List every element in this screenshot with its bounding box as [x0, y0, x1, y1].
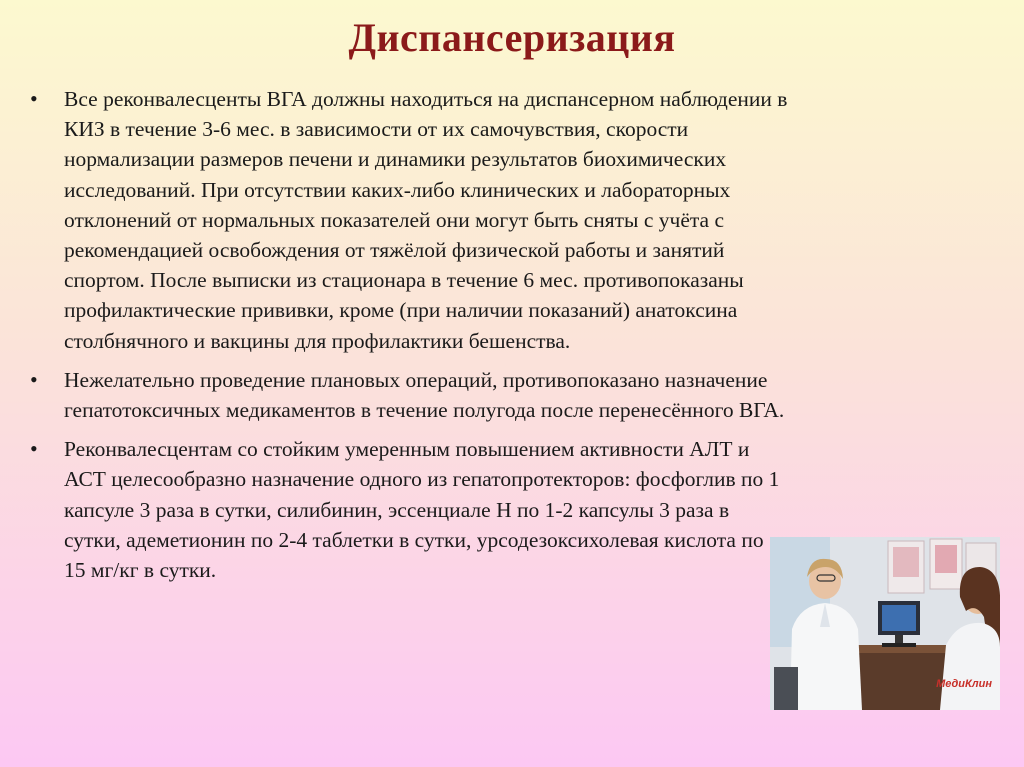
bullet-item: [30, 434, 790, 585]
bullet-item: [30, 84, 790, 356]
bullet-marker: •: [30, 86, 38, 111]
bullet-text: Нежелательно проведение плановых операций, противопоказано назначение гепатотоксичных медикаментов в течение полугода после перенесённого ВГА.: [64, 367, 785, 423]
bullet-text: Реконвалесцентам со стойким умеренным повышением активности АЛТ и АСТ целесообразно назначение одного из гепатопротекторов: фосфоглив по 1 капсуле 3 раза в сутки, силибинин, эссенциале Н по 1-2 капсулы 3 раза в сутки, адеметионин по 2-4 таблетки в сутки, урсодезоксихолевая кислота по 15 мг/кг в сутки.: [64, 437, 780, 583]
bullet-item: [30, 365, 790, 425]
doctor-patient-photo: [770, 537, 1000, 710]
photo-watermark: МедиКлин: [936, 678, 992, 690]
bullet-text: Все реконвалесценты ВГА должны находиться на диспансерном наблюдении в КИЗ в течение 3-6 мес. в зависимости от их самочувствия, скорости нормализации размеров печени и динамики результатов биохимических исследований. При отсутствии каких-либо клинических и лабораторных отклонений от нормальных показателей они могут быть сняты с учёта с рекомендацией освобождения от тяжёлой физической работы и занятий спортом. После выписки из стационара в течение 6 мес. противопоказаны профилактические прививки, кроме (при наличии показаний) анатоксина столбнячного и вакцины для профилактики бешенства.: [64, 87, 788, 353]
bullet-list: [30, 84, 790, 585]
bullet-marker: •: [30, 366, 38, 392]
bullet-marker: •: [30, 436, 38, 462]
slide-title: Диспансеризация: [348, 15, 676, 60]
